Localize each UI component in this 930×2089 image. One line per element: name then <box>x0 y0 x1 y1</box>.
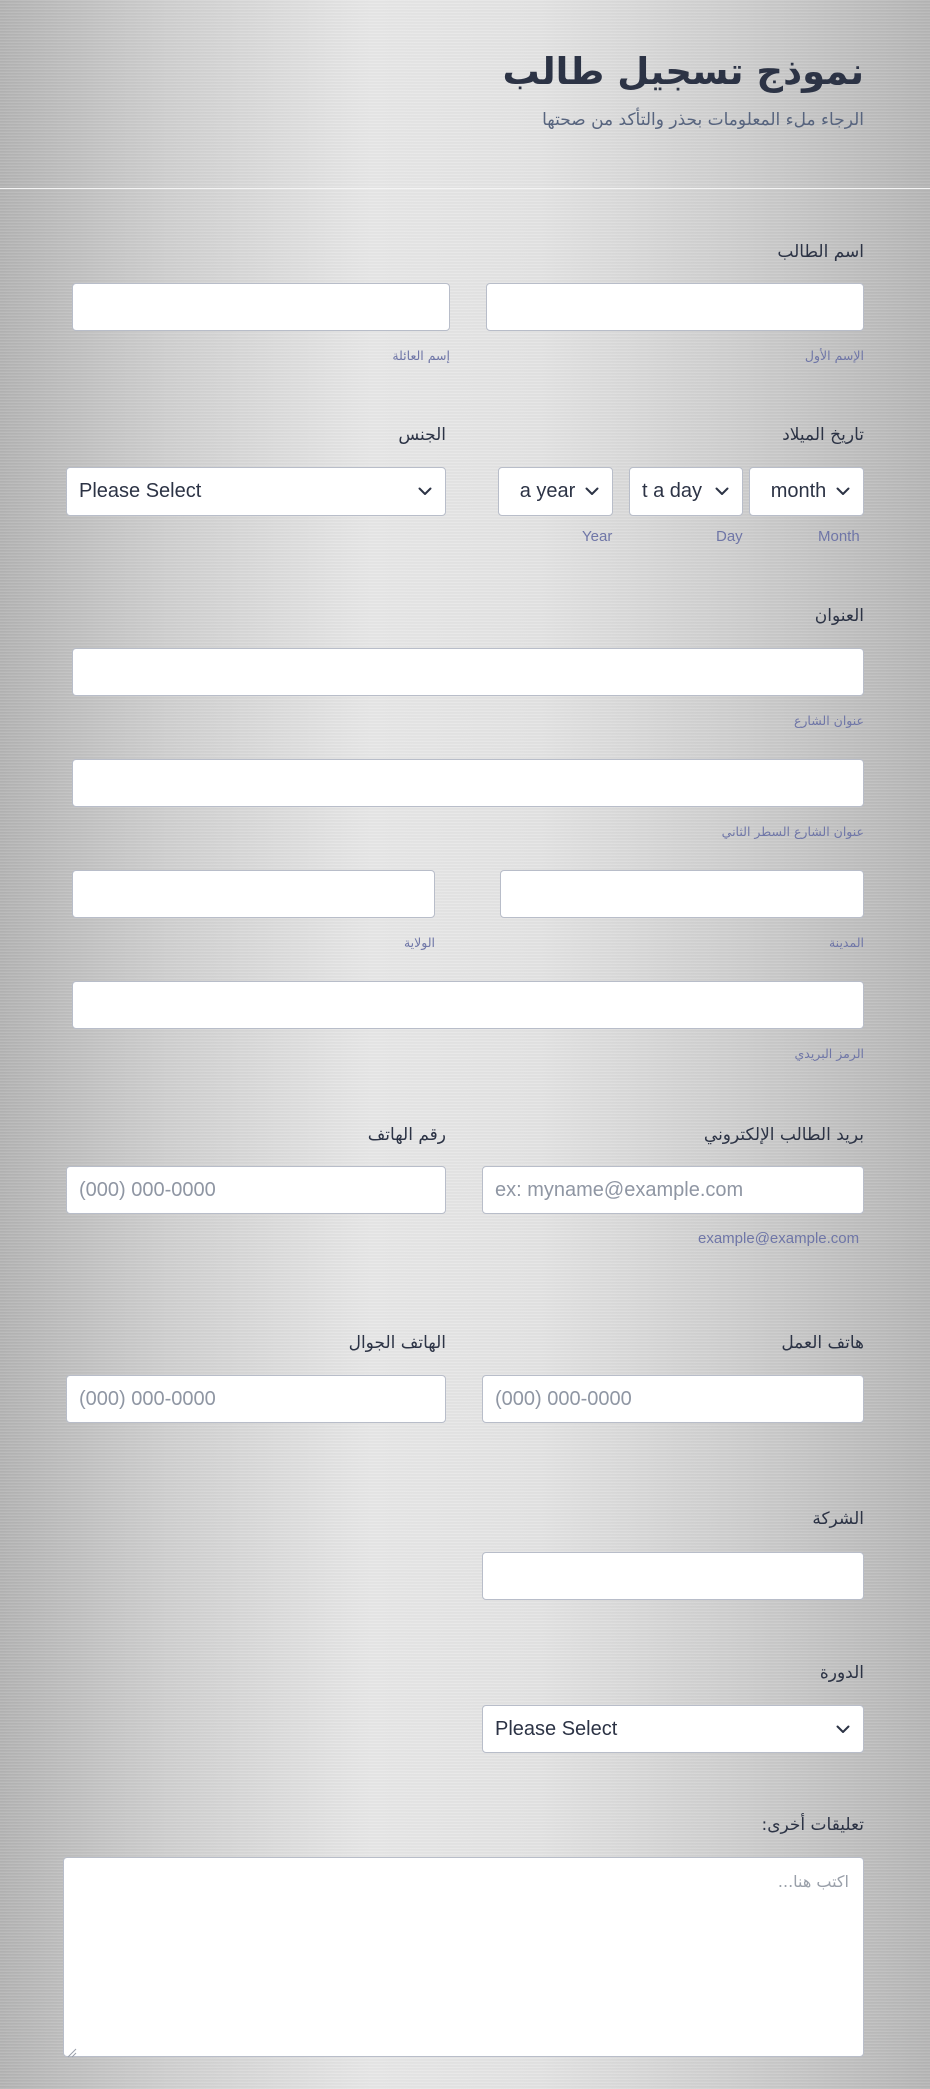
birth-month-select[interactable] <box>749 467 864 516</box>
student-name-label: اسم الطالب <box>777 242 864 262</box>
first-name-sublabel: الإسم الأول <box>804 348 864 363</box>
company-input[interactable] <box>482 1552 864 1600</box>
birth-day-value: t a day <box>642 480 703 502</box>
last-name-input[interactable] <box>72 283 450 331</box>
phone-input[interactable] <box>66 1166 446 1214</box>
address-label: العنوان <box>814 606 864 626</box>
state-sublabel: الولاية <box>403 935 435 950</box>
birth-date-label: تاريخ الميلاد <box>782 425 864 445</box>
gender-select[interactable] <box>66 467 446 516</box>
zip-code-input[interactable] <box>72 981 864 1029</box>
birth-month-sublabel: Month <box>818 528 860 545</box>
work-phone-label: هاتف العمل <box>781 1333 864 1353</box>
comments-textarea[interactable] <box>63 1857 864 2057</box>
gender-value: Please Select <box>79 480 202 502</box>
form-subtitle: الرجاء ملء المعلومات بحذر والتأكد من صحتها <box>542 110 864 130</box>
state-input[interactable] <box>72 870 435 918</box>
city-sublabel: المدينة <box>828 935 864 950</box>
street-address-input[interactable] <box>72 648 864 696</box>
street-address-line2-input[interactable] <box>72 759 864 807</box>
mobile-phone-label: الهاتف الجوال <box>348 1333 446 1353</box>
email-input[interactable] <box>482 1166 864 1214</box>
birth-year-select[interactable] <box>498 467 613 516</box>
course-select[interactable] <box>482 1705 864 1753</box>
company-label: الشركة <box>812 1509 864 1529</box>
birth-month-value: month <box>770 480 827 502</box>
chevron-down-icon <box>417 484 433 500</box>
birth-day-sublabel: Day <box>716 528 743 545</box>
street-address-sublabel: عنوان الشارع <box>793 713 864 728</box>
header-divider <box>0 188 930 189</box>
phone-label: رقم الهاتف <box>367 1125 446 1145</box>
form-title: نموذج تسجيل طالب <box>502 50 864 93</box>
last-name-sublabel: إسم العائلة <box>392 348 450 363</box>
gender-label: الجنس <box>398 425 446 445</box>
street-address-line2-sublabel: عنوان الشارع السطر الثاني <box>721 824 864 839</box>
chevron-down-icon <box>714 484 730 500</box>
chevron-down-icon <box>835 484 851 500</box>
birth-year-value: a year <box>519 480 576 502</box>
mobile-phone-input[interactable] <box>66 1375 446 1423</box>
email-sublabel: example@example.com <box>698 1230 860 1247</box>
city-input[interactable] <box>500 870 864 918</box>
work-phone-input[interactable] <box>482 1375 864 1423</box>
course-value: Please Select <box>495 1717 618 1740</box>
birth-day-select[interactable] <box>629 467 743 516</box>
resize-grip-icon[interactable] <box>67 2043 77 2053</box>
chevron-down-icon <box>835 1721 851 1737</box>
first-name-input[interactable] <box>486 283 864 331</box>
birth-year-sublabel: Year <box>582 528 613 545</box>
course-label: الدورة <box>819 1663 864 1683</box>
email-label: بريد الطالب الإلكتروني <box>703 1125 864 1145</box>
chevron-down-icon <box>584 484 600 500</box>
zip-code-sublabel: الرمز البريدي <box>794 1046 864 1061</box>
comments-label: تعليقات أخرى: <box>761 1815 864 1835</box>
